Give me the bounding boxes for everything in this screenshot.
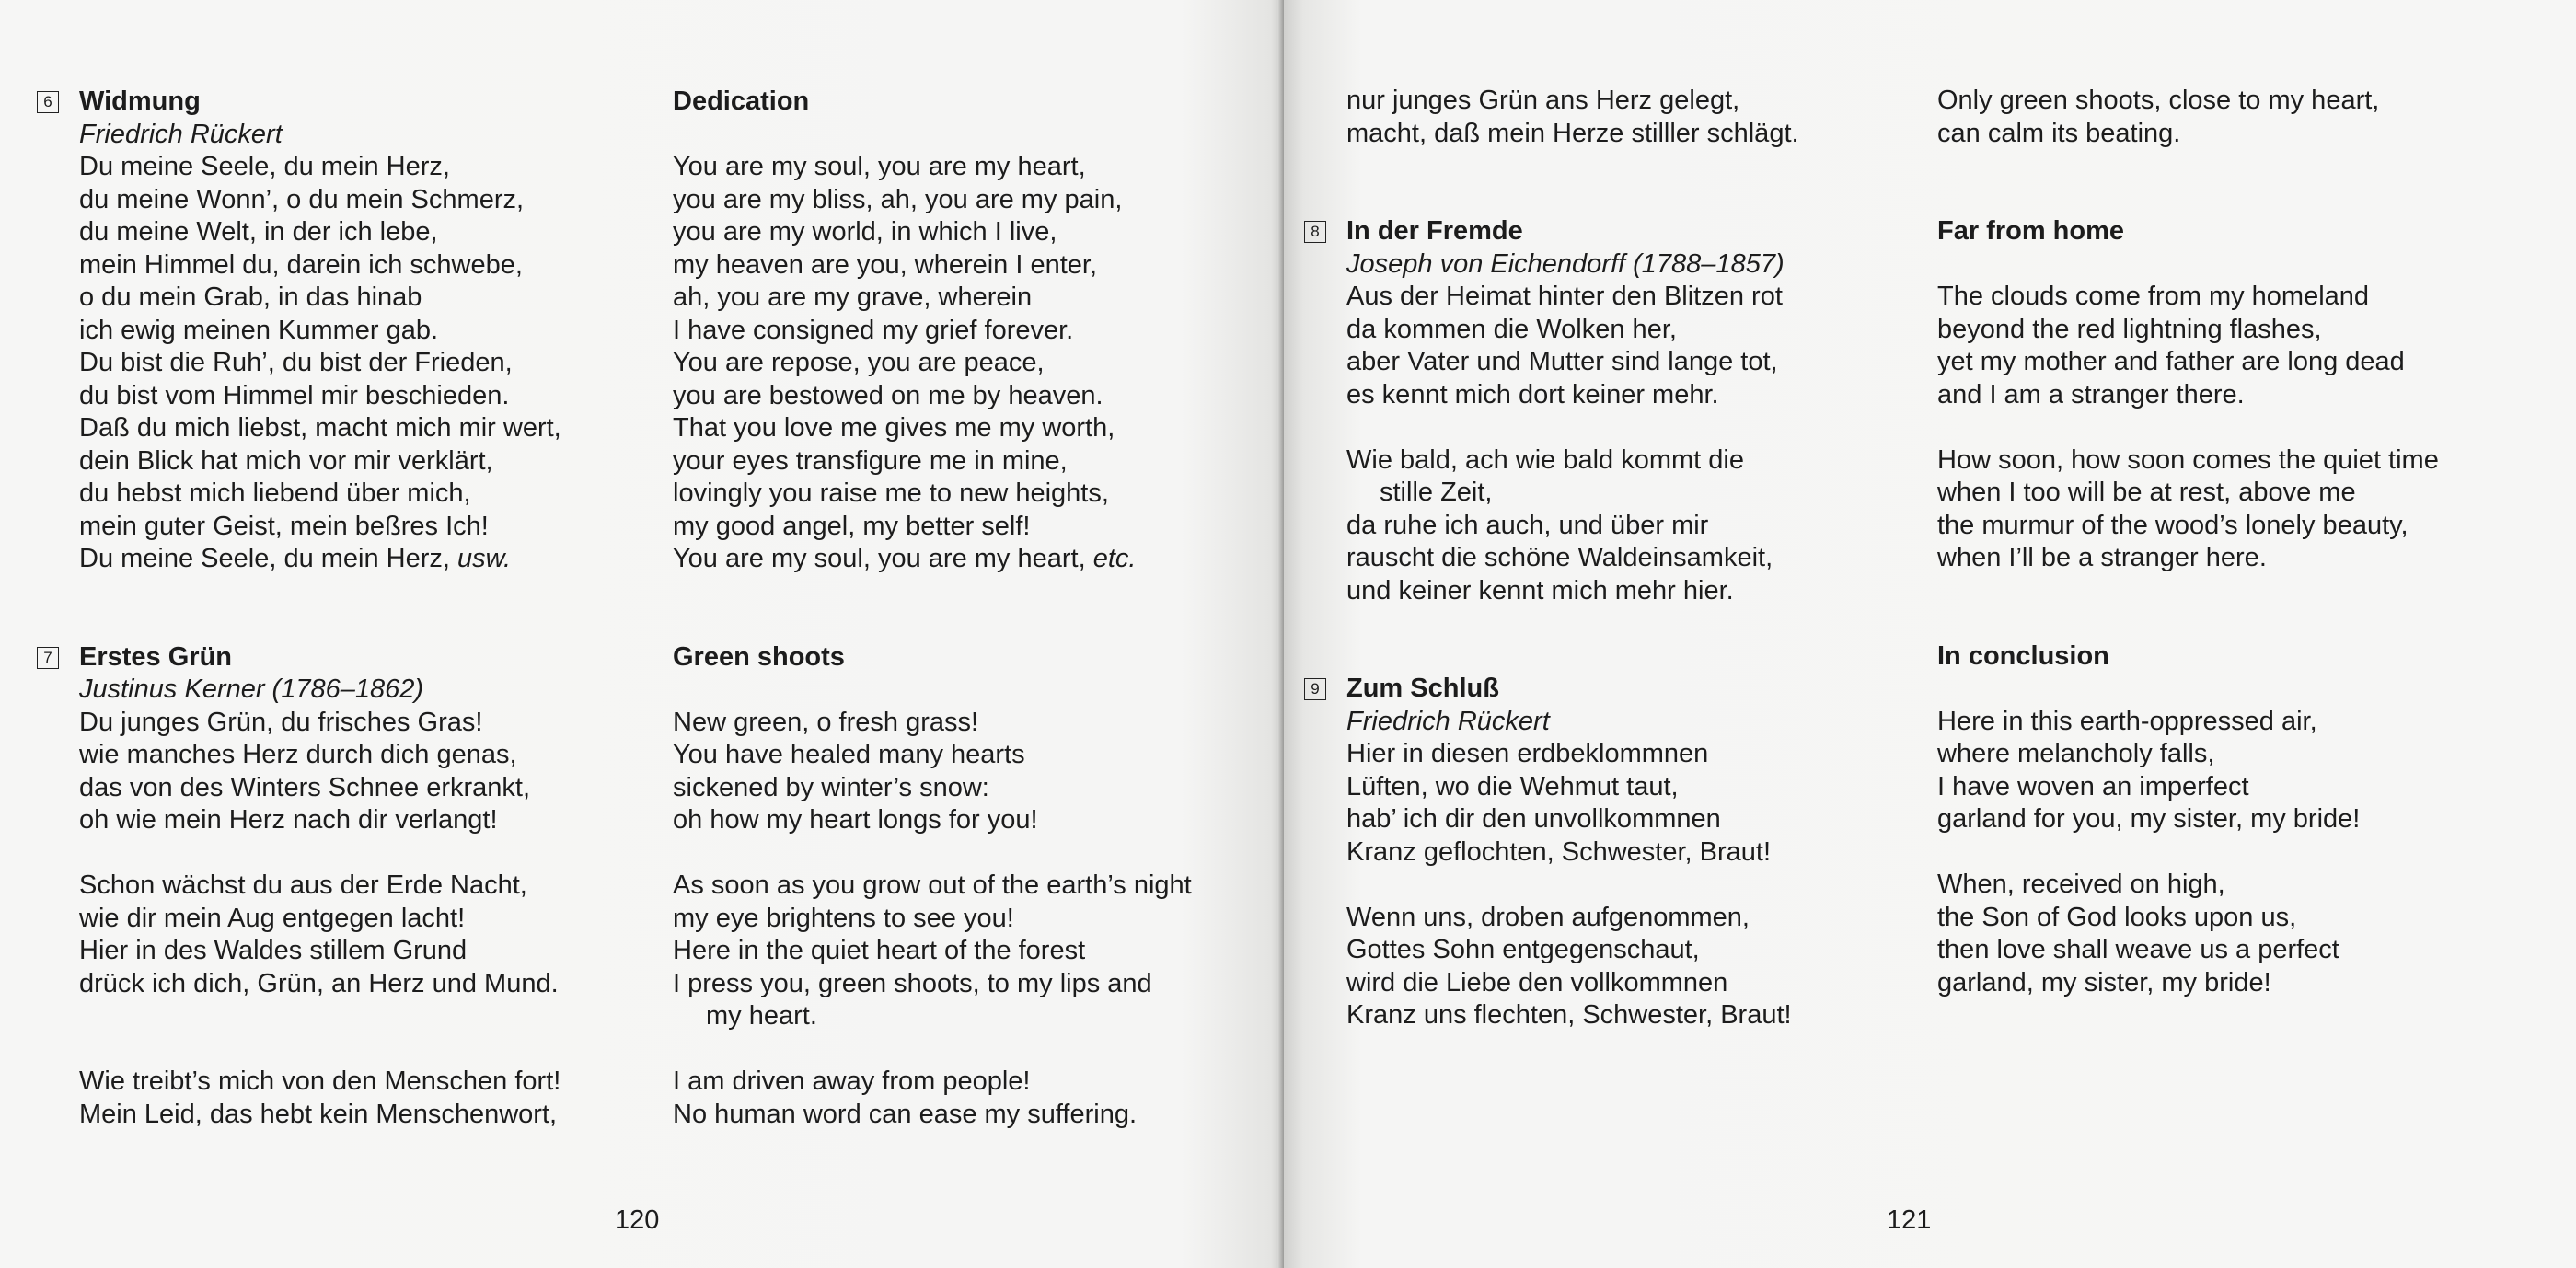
verse-line: Kranz uns flechten, Schwester, Braut! (1346, 1000, 1792, 1030)
verse-line: then love shall weave us a perfect (1937, 935, 2339, 964)
verse-line: ich ewig meinen Kummer gab. (79, 315, 439, 345)
abbreviation: usw. (457, 544, 512, 573)
verse-line: Gottes Sohn entgegenschaut, (1346, 935, 1700, 964)
verse-line: You are my soul, you are my heart, (673, 152, 1086, 181)
translation-title: In conclusion (1937, 640, 2109, 671)
song-zum-schluss (1311, 673, 1899, 1032)
verse-line: mein guter Geist, mein beßres Ich! (79, 511, 489, 541)
english-column-right (1937, 85, 2526, 999)
song-widmung (43, 86, 631, 576)
verse-line: Wie treibt’s mich von den Menschen fort! (79, 1066, 561, 1096)
verse-line: Schon wächst du aus der Erde Nacht, (79, 870, 527, 900)
verse-line: Daß du mich liebst, macht mich mir wert, (79, 413, 561, 443)
verse-line: oh how my heart longs for you! (673, 805, 1038, 835)
verse-line: I have woven an imperfect (1937, 771, 2249, 801)
verse-line: when I’ll be a stranger here. (1937, 543, 2267, 572)
verse-line: No human word can ease my suffering. (673, 1099, 1138, 1129)
verse-line: Here in this earth-oppressed air, (1937, 706, 2317, 736)
verse-line: du meine Wonn’, o du mein Schmerz, (79, 184, 525, 214)
verse-line: That you love me gives me my worth, (673, 413, 1115, 443)
translation-in-conclusion (1937, 640, 2526, 1000)
verse-line: the murmur of the wood’s lonely beauty, (1937, 510, 2409, 540)
verse-line: Du junges Grün, du frisches Gras! (79, 707, 483, 737)
verse-line: You have healed many hearts (673, 740, 1025, 769)
verse-line: your eyes transfigure me in mine, (673, 445, 1068, 476)
translation-far-from-home (1937, 215, 2526, 575)
verse-line: mein Himmel du, darein ich schwebe, (79, 249, 523, 280)
verse-line: As soon as you grow out of the earth’s night (673, 870, 1192, 900)
verse-line: drück ich dich, Grün, an Herz und Mund. (79, 968, 559, 998)
verse-line: rauscht die schöne Waldeinsamkeit, (1346, 543, 1773, 572)
verse-line: Hier in diesen erdbeklommnen (1346, 739, 1709, 768)
verse-line: You are my soul, you are my heart, etc. (673, 544, 1137, 573)
verse-line: I have consigned my grief forever. (673, 315, 1074, 345)
poet-name: Friedrich Rückert (79, 119, 283, 149)
english-column-left (673, 86, 1243, 1131)
verse-line: wie dir mein Aug entgegen lacht! (79, 903, 466, 933)
verse-line: When, received on high, (1937, 870, 2225, 899)
track-number-box: 9 (1304, 678, 1326, 700)
page-number: 121 (1887, 1205, 1932, 1235)
verse-line: wird die Liebe den vollkommnen (1346, 967, 1728, 997)
translation-title: Far from home (1937, 216, 2125, 246)
track-number-box: 7 (37, 647, 59, 669)
song-erstes-gruen (43, 641, 631, 1132)
verse-line: macht, daß mein Herze stilller schlägt. (1346, 118, 1799, 148)
verse-line: Aus der Heimat hinter den Blitzen rot (1346, 282, 1783, 311)
verse-line: du meine Welt, in der ich lebe, (79, 217, 438, 247)
verse-line: when I too will be at rest, above me (1937, 478, 2356, 507)
verse-line: Kranz geflochten, Schwester, Braut! (1346, 836, 1772, 867)
song-title: 8 In der Fremde (1346, 215, 1899, 248)
verse-line: Here in the quiet heart of the forest (673, 936, 1086, 965)
verse-line: hab’ ich dir den unvollkommnen (1346, 804, 1721, 834)
track-number-box: 8 (1304, 221, 1326, 243)
verse-line: my heart. (706, 1001, 817, 1031)
song-title: 7 Erstes Grün (79, 641, 631, 674)
verse-line: my heaven are you, wherein I enter, (673, 249, 1098, 280)
verse-line: I am driven away from people! (673, 1066, 1031, 1096)
verse-line: Wie bald, ach wie bald kommt die (1346, 444, 1744, 475)
verse-line: und keiner kennt mich mehr hier. (1346, 575, 1734, 605)
poet-name: Joseph von Eichendorff (1788–1857) (1346, 248, 1785, 279)
verse-line: Hier in des Waldes stillem Grund (79, 936, 468, 965)
verse-line: o du mein Grab, in das hinab (79, 282, 422, 312)
left-page (0, 0, 1284, 1268)
verse-line: you are my bliss, ah, you are my pain, (673, 184, 1123, 214)
verse-line: Du meine Seele, du mein Herz, (79, 152, 450, 181)
verse-line: New green, o fresh grass! (673, 707, 979, 737)
page-number: 120 (615, 1205, 660, 1235)
verse-line: You are repose, you are peace, (673, 348, 1045, 377)
verse-line: Only green shoots, close to my heart, (1937, 86, 2380, 115)
german-column-right (1311, 85, 1899, 1032)
verse-line: stille Zeit, (1380, 478, 1493, 507)
poet-name: Justinus Kerner (1786–1862) (79, 674, 424, 704)
translation-title: Green shoots (673, 641, 845, 672)
verse-line: Du bist die Ruh’, du bist der Frieden, (79, 348, 513, 377)
verse-line: das von des Winters Schnee erkrankt, (79, 772, 531, 802)
song-title: 6 Widmung (79, 86, 631, 119)
translation-green-shoots (673, 641, 1243, 1132)
verse-line: where melancholy falls, (1937, 739, 2215, 768)
verse-line: and I am a stranger there. (1937, 379, 2245, 409)
verse-line: The clouds come from my homeland (1937, 282, 2370, 311)
verse-line: da kommen die Wolken her, (1346, 314, 1677, 344)
verse-line: garland, my sister, my bride! (1937, 967, 2271, 997)
translation-green-shoots-continued (1937, 85, 2526, 150)
verse-line: I press you, green shoots, to my lips and (673, 968, 1152, 998)
verse-line: es kennt mich dort keiner mehr. (1346, 379, 1719, 409)
verse-line: Lüften, wo die Wehmut taut, (1346, 771, 1679, 801)
verse-line: dein Blick hat mich vor mir verklärt, (79, 445, 493, 476)
poet-name: Friedrich Rückert (1346, 706, 1550, 736)
verse-line: oh wie mein Herz nach dir verlangt! (79, 805, 498, 835)
verse-line: the Son of God looks upon us, (1937, 902, 2297, 932)
verse-line: wie manches Herz durch dich genas, (79, 740, 517, 769)
verse-line: you are my world, in which I live, (673, 217, 1057, 247)
verse-line: ah, you are my grave, wherein (673, 282, 1033, 312)
abbreviation: etc. (1092, 544, 1137, 573)
translation-dedication (673, 86, 1243, 576)
verse-line: du bist vom Himmel mir beschieden. (79, 380, 510, 410)
track-number-box: 6 (37, 91, 59, 113)
verse-line: garland for you, my sister, my bride! (1937, 804, 2361, 834)
verse-line: Mein Leid, das hebt kein Menschenwort, (79, 1099, 558, 1129)
song-title: 9 Zum Schluß (1346, 673, 1899, 706)
verse-line: beyond the red lightning flashes, (1937, 314, 2322, 344)
translation-title: Dedication (673, 86, 810, 116)
verse-line: can calm its beating. (1937, 118, 2181, 148)
verse-line: lovingly you raise me to new heights, (673, 478, 1109, 508)
verse-line: aber Vater und Mutter sind lange tot, (1346, 347, 1778, 376)
verse-line: How soon, how soon comes the quiet time (1937, 444, 2439, 475)
verse-line: my good angel, my better self! (673, 511, 1031, 541)
verse-line: you are bestowed on me by heaven. (673, 380, 1103, 410)
song-erstes-gruen-continued (1346, 85, 1899, 150)
verse-line: du hebst mich liebend über mich, (79, 478, 471, 508)
verse-line: yet my mother and father are long dead (1937, 347, 2405, 376)
german-column-left (43, 86, 631, 1131)
verse-line: da ruhe ich auch, und über mir (1346, 510, 1709, 540)
right-page (1284, 0, 2576, 1268)
verse-line: Wenn uns, droben aufgenommen, (1346, 902, 1750, 932)
verse-line: nur junges Grün ans Herz gelegt, (1346, 86, 1740, 115)
verse-line: Du meine Seele, du mein Herz, usw. (79, 544, 512, 573)
verse-line: sickened by winter’s snow: (673, 772, 989, 802)
verse-line: my eye brightens to see you! (673, 903, 1014, 933)
song-in-der-fremde (1311, 215, 1899, 607)
